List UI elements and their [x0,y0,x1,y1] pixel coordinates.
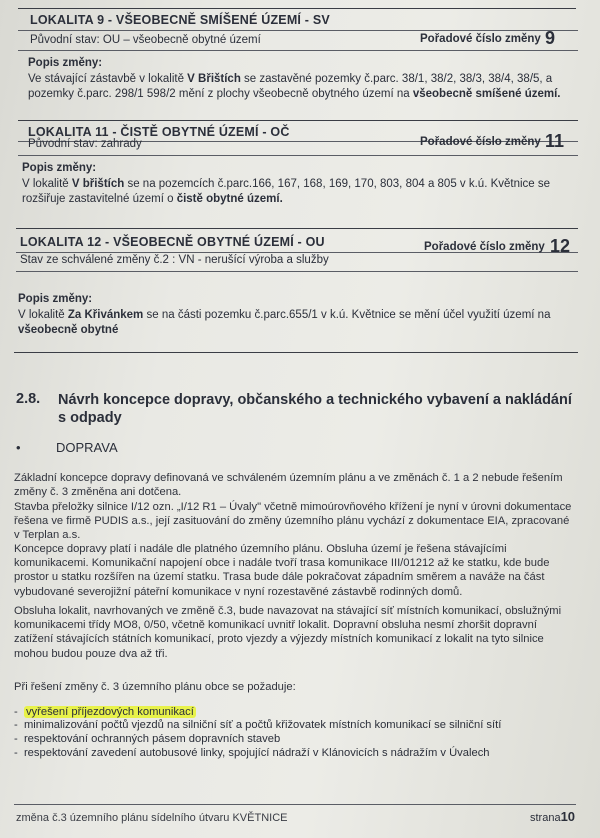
page-number: strana10 [530,809,576,824]
lokalita-9-order-number: 9 [545,28,556,48]
lokalita-12-description: V lokalitě Za Křivánkem se na části pozemku č.parc.655/1 v k.ú. Květnice se mění účel využití území na všeobecně obytné [18,309,551,336]
lokalita-12-description-heading: Popis změny: [18,293,93,305]
lokalita-11-description-heading: Popis změny: [22,162,97,174]
lokalita-11-state: Původní stav: zahrady [28,138,142,150]
paragraph: Stavba přeložky silnice I/12 ozn. „I/12 R1 – Úvaly" včetně mimoúrovňového křížení je nyní v úrovni dokumentace řešena ve firmě PUDIS a.s., její zasituování do změny územního plánu vychází z dokumentace EIA, zpracované v Terplan a.s. [14,501,572,542]
lokalita-9-state: Původní stav: OU – všeobecně obytné území [30,34,261,46]
lokalita-9-description-heading: Popis změny: [28,57,103,69]
lokalita-12-order-label: Pořadové číslo změny [424,241,545,253]
divider [14,352,578,353]
lokalita-12-title: LOKALITA 12 - VŠEOBECNĚ OBYTNÉ ÚZEMÍ - OU [20,235,325,249]
divider [16,271,578,272]
divider [16,228,578,229]
lokalita-9-order-label: Pořadové číslo změny [420,33,541,45]
divider [18,30,578,31]
footer-document-title: změna č.3 územního plánu sídelního útvaru KVĚTNICE [16,812,288,824]
lokalita-11-description: V lokalitě V břištích se na pozemcích č.parc.166, 167, 168, 169, 170, 803, 804 a 805 v k.ú. Květnice se rozšiřuje zastavitelné území o čistě obytné území. [22,178,551,205]
divider [18,155,578,156]
bullet-icon: • [16,440,21,455]
lokalita-11-title: LOKALITA 11 - ČISTĚ OBYTNÉ ÚZEMÍ - OČ [28,125,290,139]
divider [18,50,578,51]
lokalita-11-order-label: Pořadové číslo změny [420,136,541,148]
highlighted-text: vyřešení příjezdových komunikací [25,706,194,718]
section-title: Návrh koncepce dopravy, občanského a technického vybavení a nakládání s odpady [58,392,572,426]
paragraph: Základní koncepce dopravy definovaná ve schváleném územním plánu a ve změnách č. 1 a 2 nebude řešením změny č. 3 změněna ani dotčena. [14,472,563,499]
lokalita-12-state: Stav ze schválené změny č.2 : VN - nerušící výroba a služby [20,254,329,266]
list-item: - vyřešení příjezdových komunikací [14,706,194,718]
lokalita-11-order-number: 11 [545,131,565,151]
divider [18,8,576,9]
subsection-heading: DOPRAVA [56,440,118,455]
divider [18,120,578,121]
paragraph: Obsluha lokalit, navrhovaných ve změně č.3, bude navazovat na stávající síť místních komunikací, obslužnými komunikacemi třídy MO8, 0/50, včetně komunikací uvnitř lokalit. Dopravní obsluha nesmí zhoršit dopravní zatížení stávajících státních komunikací, proto vjezdy a výjezdy místních komunikací z lokalit na tyto silnice mohou budou pouze dva až tři. [14,605,562,660]
lokalita-9-title: LOKALITA 9 - VŠEOBECNĚ SMÍŠENÉ ÚZEMÍ - SV [30,13,330,27]
paragraph: Koncepce dopravy platí i nadále dle platného územního plánu. Obsluha území je řešena stávajícími komunikacemi. Komunikační napojení obce i nadále tvoří trasa komunikace III/01212 až ke statku, kde bude prostor u statku rozšířen na území statku. Trasa bude dále pokračovat západním směrem a naváže na část vybudované severojižní páteřní komunikace v nyní rozestavěné zástavbě rodinných domů. [14,543,550,598]
footer-divider [14,804,576,805]
paragraph: Při řešení změny č. 3 územního plánu obce se požaduje: [14,681,296,693]
list-item: - minimalizování počtů vjezdů na silniční síť a počtů křižovatek místních komunikací se silniční sítí [14,719,502,731]
list-item: - respektování ochranných pásem dopravních staveb [14,733,281,745]
lokalita-12-order-number: 12 [550,236,571,256]
list-item: - respektování zavedení autobusové linky, spojující nádraží v Klánovicích s nádražím v Úvalech [14,747,490,759]
section-number: 2.8. [16,391,41,407]
lokalita-9-description: Ve stávající zástavbě v lokalitě V Břištích se zastavěné pozemky č.parc. 38/1, 38/2, 38/3, 38/4, 38/5, a pozemky č.parc. 298/1 598/2 mění z plochy všeobecně obytného území na všeobecně smíšené území. [28,73,561,100]
